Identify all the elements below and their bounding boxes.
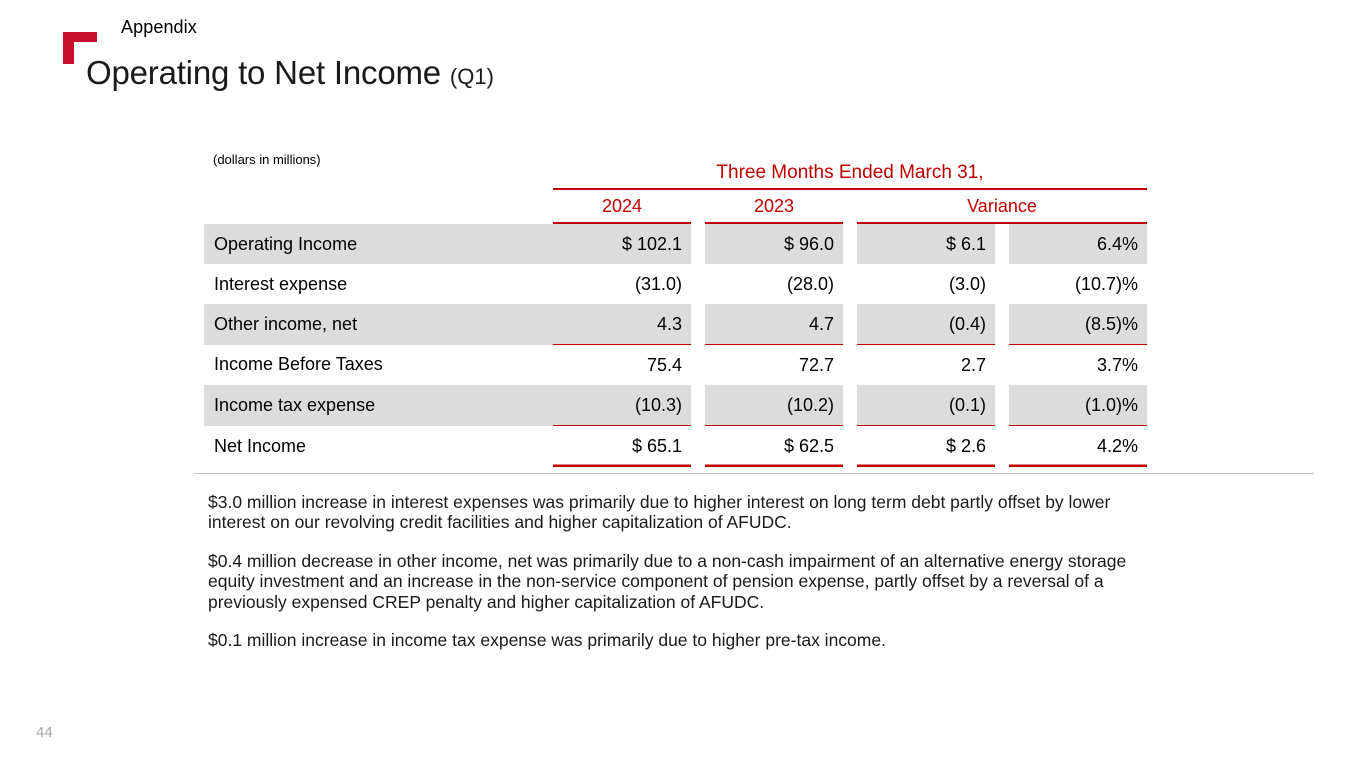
row-value-variance-percent: 3.7% — [1096, 354, 1138, 375]
row-value-variance-amount: $ 2.6 — [857, 426, 995, 467]
table-row — [204, 304, 1147, 345]
row-value-variance-amount: $ 6.1 — [857, 224, 995, 264]
notes-block — [208, 492, 1128, 651]
row-label: Other income, net — [204, 304, 553, 345]
operating-to-net-income-table — [204, 140, 1147, 467]
row-value-2023: $ 96.0 — [705, 224, 843, 264]
table-row — [204, 224, 1147, 264]
column-header-2023: 2023 — [753, 196, 795, 216]
note-paragraph: $3.0 million increase in interest expenses was primarily due to higher interest on long term debt partly offset by lower interest on our revolving credit facilities and higher capitalization of AFUDC. — [208, 492, 1111, 533]
table-span-header-row — [204, 140, 1147, 188]
row-label: Income Before Taxes — [214, 354, 383, 375]
table-row — [204, 426, 1147, 467]
row-value-variance-percent: (8.5)% — [1009, 304, 1147, 345]
financial-table-block — [204, 140, 1138, 467]
row-value-variance-percent: 6.4% — [1009, 224, 1147, 264]
row-value-2023: (10.2) — [705, 385, 843, 426]
row-value-variance-amount: (0.4) — [857, 304, 995, 345]
row-label: Interest expense — [214, 273, 348, 294]
row-value-variance-amount: (3.0) — [948, 273, 986, 294]
page-title — [86, 54, 494, 92]
row-value-variance-amount: (0.1) — [857, 385, 995, 426]
row-value-2024: $ 65.1 — [553, 426, 691, 467]
row-value-2023: $ 62.5 — [705, 426, 843, 467]
row-value-variance-percent: (1.0)% — [1009, 385, 1147, 426]
row-value-2023: (28.0) — [786, 273, 834, 294]
span-header-label: Three Months Ended March 31, — [716, 162, 984, 183]
column-header-variance: Variance — [967, 196, 1037, 216]
section-divider — [194, 473, 1314, 474]
row-value-2023: 72.7 — [798, 354, 834, 375]
table-body — [204, 224, 1147, 467]
row-value-variance-percent: (10.7)% — [1074, 273, 1138, 294]
note-paragraph: $0.1 million increase in income tax expense was primarily due to higher pre-tax income. — [208, 630, 886, 651]
row-value-2024: (10.3) — [553, 385, 691, 426]
units-note: (dollars in millions) — [213, 152, 321, 167]
eyebrow-label: Appendix — [121, 17, 197, 37]
page-title-suffix: (Q1) — [449, 64, 494, 89]
row-value-2024: (31.0) — [634, 273, 682, 294]
row-label: Operating Income — [204, 224, 553, 264]
row-value-2024: $ 102.1 — [553, 224, 691, 264]
column-header-2024: 2024 — [601, 196, 643, 216]
table-row — [204, 345, 1147, 386]
page-number: 44 — [36, 724, 53, 741]
page-title-main: Operating to Net Income — [86, 54, 441, 91]
row-value-2024: 4.3 — [553, 304, 691, 345]
row-label: Net Income — [214, 435, 307, 456]
row-value-variance-percent: 4.2% — [1009, 426, 1147, 467]
row-value-2023: 4.7 — [705, 304, 843, 345]
table-row — [204, 264, 1147, 304]
table-row — [204, 385, 1147, 426]
row-value-2024: 75.4 — [646, 354, 682, 375]
row-label: Income tax expense — [204, 385, 553, 426]
table-column-header-row — [204, 190, 1147, 222]
note-paragraph: $0.4 million decrease in other income, net was primarily due to a non-cash impairment of an alternative energy storage equity investment and an increase in the non-service component of pension expense, partly offset by a reversal of a previously expensed CREP penalty and higher capitalization of AFUDC. — [208, 550, 1127, 612]
row-value-variance-amount: 2.7 — [960, 354, 986, 375]
